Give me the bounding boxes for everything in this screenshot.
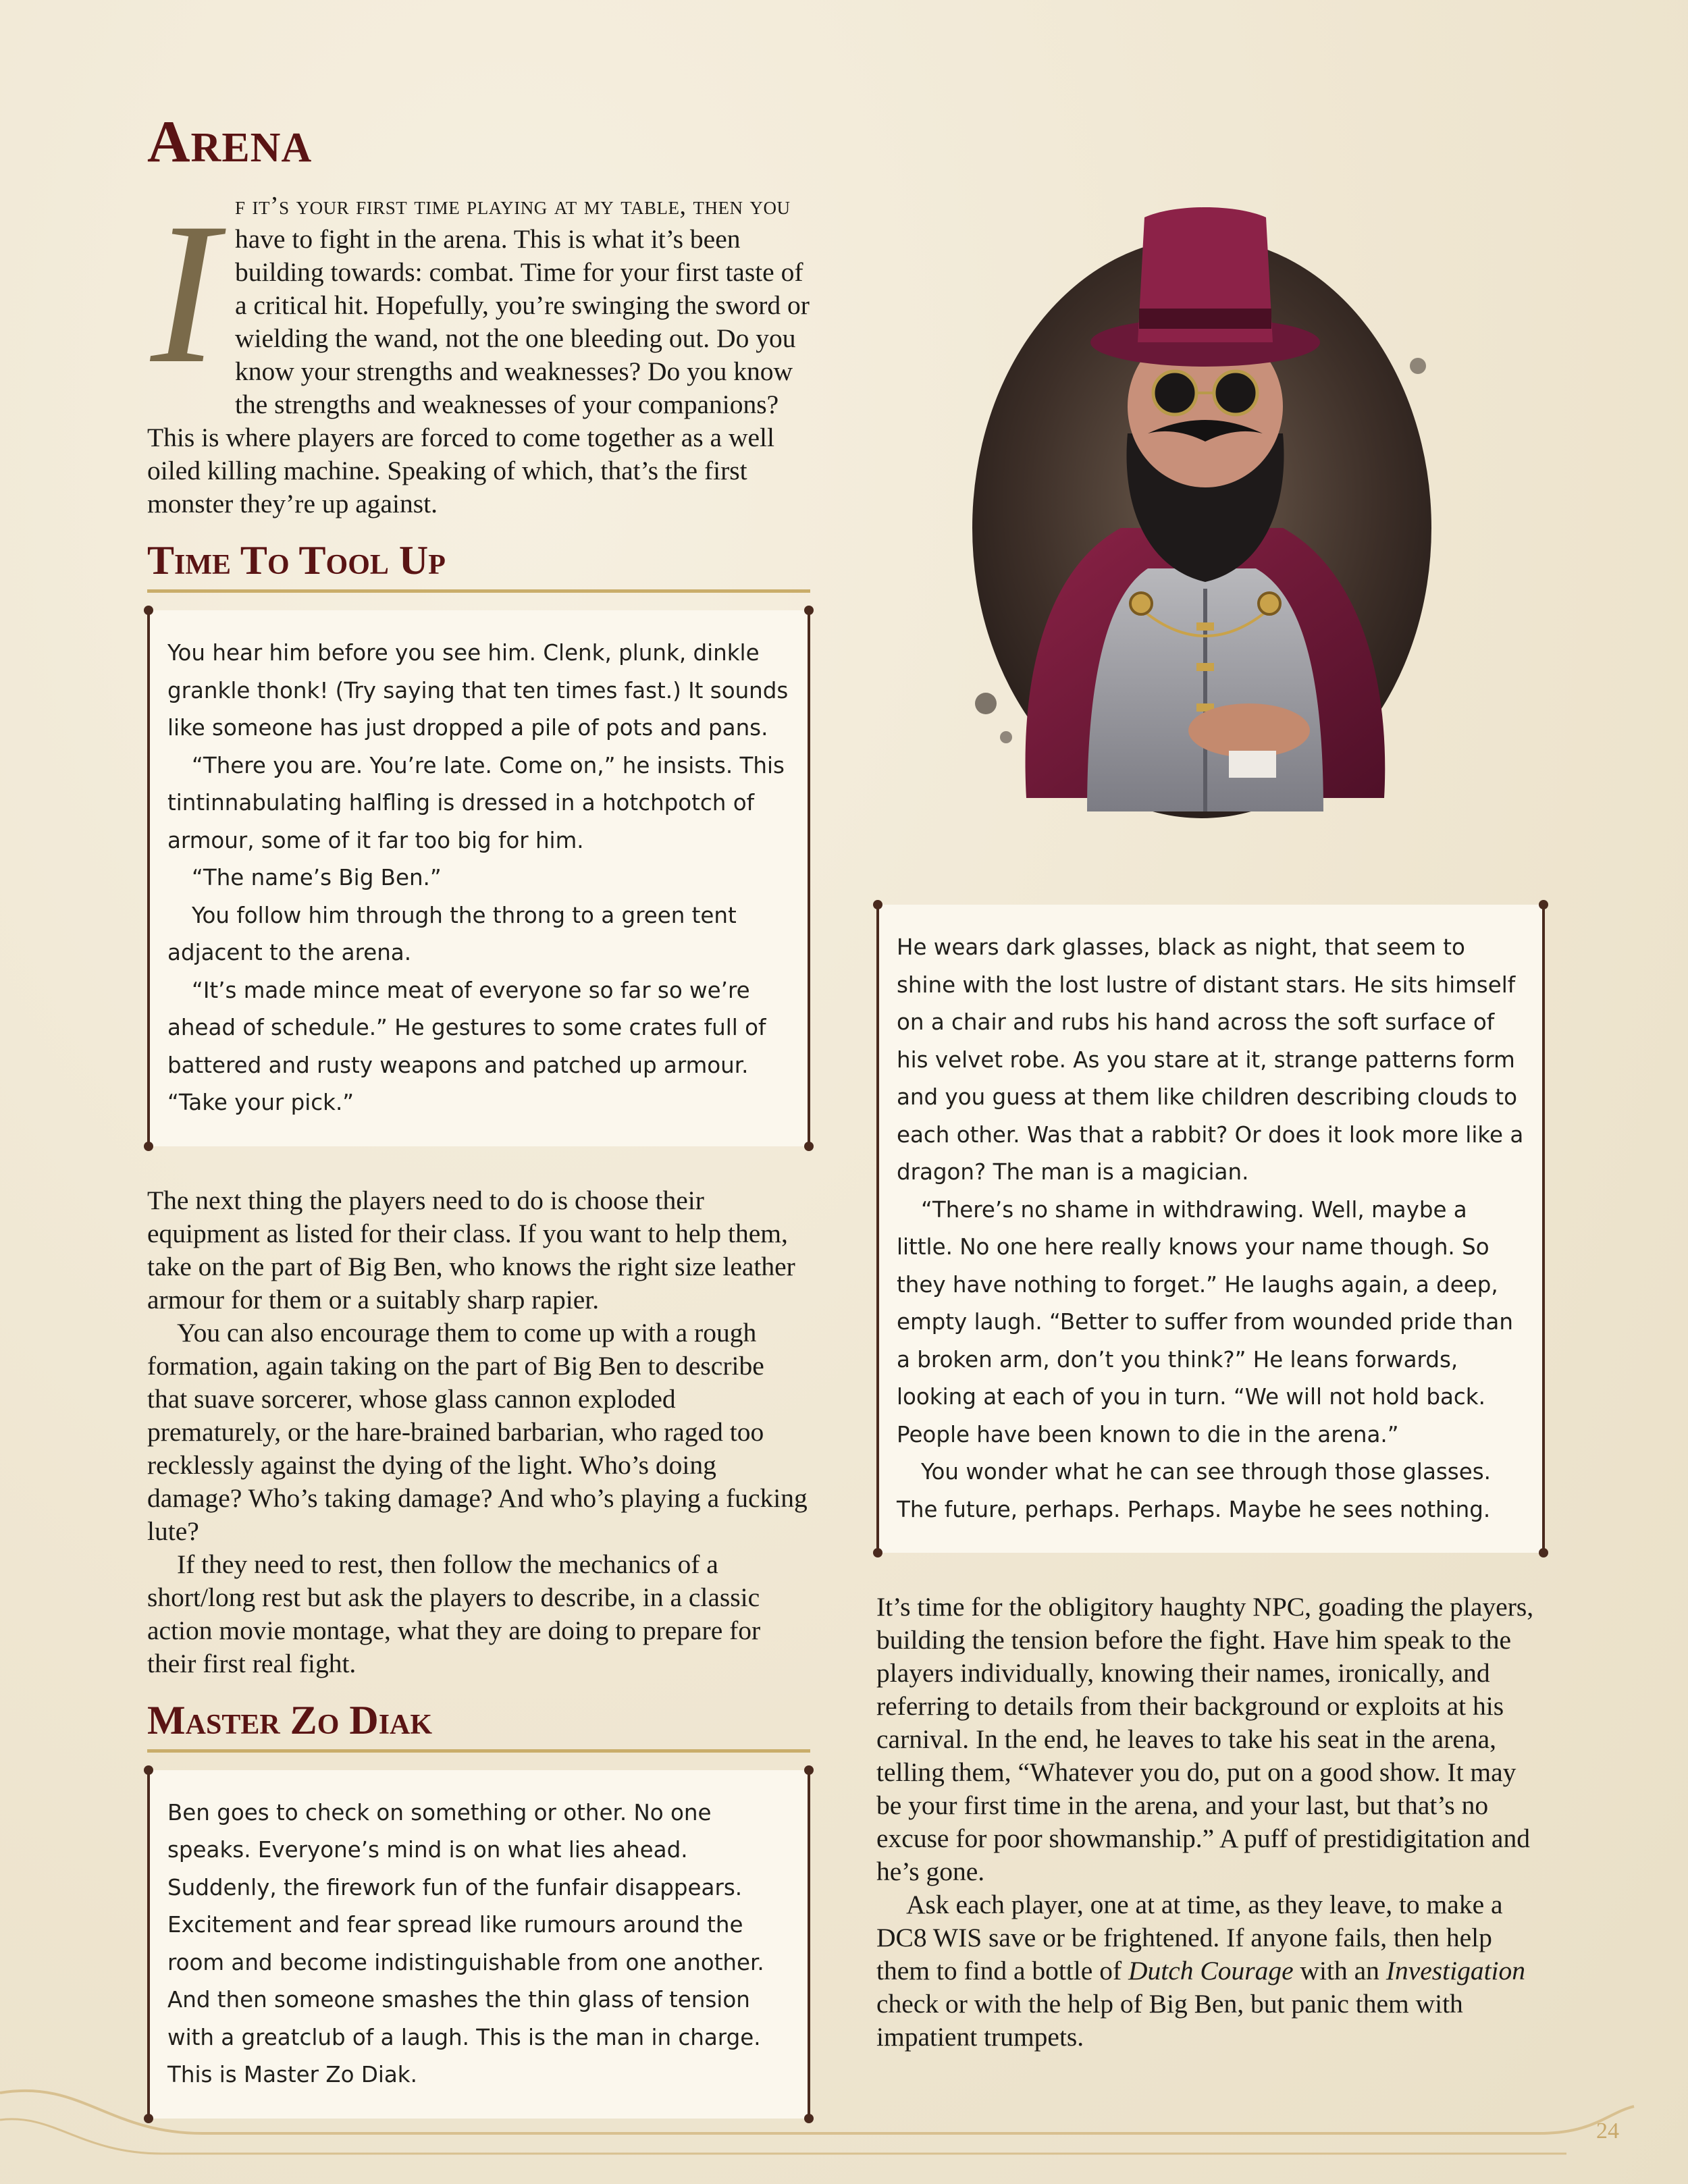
right-column xyxy=(876,884,1545,2054)
intro-lead: f it’s your first time playing at my table, then you xyxy=(235,192,791,220)
footer-ornament xyxy=(0,2052,1688,2184)
master-zo-diak-portrait xyxy=(945,190,1458,838)
box-paragraph: He wears dark glasses, black as night, that seem to shine with the lost lustre of distant stars. He sits himself on a chair and rubs his hand across the soft surface of his velvet robe. As you stare at it, strange patterns form and you guess at them like children describing clouds to each other. Was that a rabbit? Or does it look more like a dragon? The man is a magician. xyxy=(897,934,1524,1185)
tool-up-body xyxy=(147,1184,810,1680)
body-paragraph: It’s time for the obligitory haughty NPC, goading the players, building the tension before the fight. Have him speak to the players individually, knowing their names, ironically, and referring to details from their background or exploits at his carnival. In the end, he leaves to take his seat in the arena, telling them, “Whatever you do, put on a good show. It may be your first time in the arena, and your last, but that’s no excuse for poor showmanship.” A puff of prestidigitation and he’s gone. xyxy=(876,1592,1534,1886)
drop-cap: I xyxy=(151,181,218,405)
item-name-dutch-courage: Dutch Courage xyxy=(1128,1956,1294,1986)
box-paragraph: “There you are. You’re late. Come on,” he insists. This tintinnabulating halfling is dressed in a hotchpotch of armour, some of it far too big for him. xyxy=(167,752,785,853)
box-corner-ornament xyxy=(873,1548,882,1557)
intro-paragraph xyxy=(147,181,810,521)
box-corner-ornament xyxy=(144,1142,153,1151)
body-paragraph: The next thing the players need to do is choose their equipment as listed for their class. If you want to help them, take on the part of Big Ben, who knows the right size leather armour for them or a suitably sharp rapier. xyxy=(147,1185,795,1314)
box-corner-ornament xyxy=(804,1142,814,1151)
para-text: Ask each player, one at at time, as they leave, to make a DC8 WIS save or be frightened. If anyone fails, then help them to find a bottle of xyxy=(876,1890,1503,1986)
left-column xyxy=(147,181,810,2119)
page-number: 24 xyxy=(1596,2119,1619,2143)
box-paragraph: You hear him before you see him. Clenk, plunk, dinkle grankle thonk! (Try saying that ten times fast.) It sounds like someone has just dropped a pile of pots and pans. xyxy=(167,640,789,741)
glasses xyxy=(1153,371,1196,415)
box-paragraph: “It’s made mince meat of everyone so far so we’re ahead of schedule.” He gestures to some crates full of battered and rusty weapons and patched up armour. “Take your pick.” xyxy=(167,977,766,1115)
box-corner-ornament xyxy=(1539,1548,1548,1557)
hands xyxy=(1188,703,1310,757)
box-paragraph: Ben goes to check on something or other. No one speaks. Everyone’s mind is on what lies ahead. Suddenly, the firework fun of the funfair disappears. Excitement and fear spread like rumours around the room and become indistinguishable from one another. And then someone smashes the thin glass of tension with a greatclub of a laugh. This is the man in charge. This is Master Zo Diak. xyxy=(167,1799,764,2087)
box-paragraph: “There’s no shame in withdrawing. Well, maybe a little. No one here really knows your name though. So they have nothing to forget.” He laughs again, a deep, empty laugh. “Better to suffer from wounded pride than a broken arm, don’t you think?” He leans forwards, looking at each of you in turn. “We will not hold back. People have been known to die in the arena.” xyxy=(897,1196,1513,1447)
skill-name-investigation: Investigation xyxy=(1386,1956,1526,1986)
box-paragraph: You wonder what he can see through those glasses. The future, perhaps. Perhaps. Maybe he sees nothing. xyxy=(897,1459,1492,1522)
box-paragraph: “The name’s Big Ben.” xyxy=(192,865,442,890)
para-text: with an xyxy=(1293,1956,1386,1986)
para-text: check or with the help of Big Ben, but panic them with impatient trumpets. xyxy=(876,1989,1463,2052)
read-aloud-box-glasses xyxy=(876,905,1545,1553)
read-aloud-box-tool-up xyxy=(147,610,810,1146)
box-paragraph: You follow him through the throng to a green tent adjacent to the arena. xyxy=(167,902,737,965)
body-paragraph: You can also encourage them to come up with a rough formation, again taking on the part of Big Ben to describe that suave sorcerer, whose glass cannon exploded prematurely, or the hare-brained barbarian, who raged too recklessly against the dying of the light. Who’s doing damage? Who’s taking damage? And who’s playing a fucking lute? xyxy=(147,1317,808,1546)
body-paragraph xyxy=(876,1888,1545,2054)
page-title: Arena xyxy=(147,109,313,175)
intro-text: have to fight in the arena. This is what it’s been building towards: combat. Time for your first taste of a critical hit. Hopefully, you’re swinging the sword or wielding the wand, not the one bleeding out. Do you know your strengths and weaknesses? Do you know the strengths and weaknesses of your companions? This is where players are forced to come together as a well oiled killing machine. Speaking of which, that’s the first monster they’re up against. xyxy=(147,224,810,518)
body-paragraph: If they need to rest, then follow the mechanics of a short/long rest but ask the players to describe, in a classic action movie montage, what they are doing to prepare for their first real fight. xyxy=(147,1549,761,1678)
section-heading-master-zo-diak: Master Zo Diak xyxy=(147,1697,810,1753)
zo-diak-body xyxy=(876,1591,1545,2054)
section-heading-tool-up: Time To Tool Up xyxy=(147,537,810,593)
